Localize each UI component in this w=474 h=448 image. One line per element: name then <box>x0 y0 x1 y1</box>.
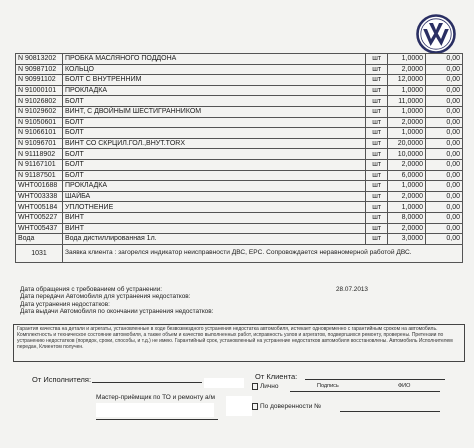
part-sum: 0,00 <box>426 106 463 117</box>
part-unit: шт <box>366 170 388 181</box>
master-signature-line <box>96 419 218 420</box>
part-name: ВИНТ <box>62 212 365 223</box>
table-row <box>16 54 463 65</box>
part-unit: шт <box>366 181 388 192</box>
date-request-value: 28.07.2013 <box>336 286 368 293</box>
table-row <box>16 75 463 86</box>
part-name: БОЛТ С ВНУТРЕННИМ <box>62 75 365 86</box>
part-code: WHT005184 <box>16 202 63 213</box>
redacted-area <box>226 396 252 416</box>
part-name: ПРОКЛАДКА <box>62 181 365 192</box>
table-row <box>16 64 463 75</box>
table-row <box>16 170 463 181</box>
part-code: N 91066101 <box>16 128 63 139</box>
warranty-notice: Гарантия качества на детали и агрегаты, установленные в ходе безвозмездного устранения недостатка автомобиля, истекает одновременно с гарантийным сроком на автомобиль. Комплектность и техническое состояние автомобиля, а также объем и качество выполненных работ, исправность узлов и агрегатов, подвергшихся ремонту, проверены. Претензии по устранению недостатков (порядок, сроки, способы, и т.д.) не имею. Гарантийный срок, установленный на устранение недостатков автомобиля восстановлены. Автомобиль Исполнителем передан, Клиентом получен. <box>13 324 465 362</box>
part-qty: 1,0000 <box>388 54 426 65</box>
proxy-checkbox[interactable] <box>252 403 258 410</box>
part-name: БОЛТ <box>62 128 365 139</box>
redacted-area <box>96 403 214 417</box>
part-qty: 11,0000 <box>388 96 426 107</box>
table-row <box>16 191 463 202</box>
part-qty: 3,0000 <box>388 234 426 245</box>
part-code: N 91187501 <box>16 170 63 181</box>
part-name: БОЛТ <box>62 159 365 170</box>
part-unit: шт <box>366 191 388 202</box>
fio-caption: ФИО <box>398 383 411 389</box>
master-receiver-label: Мастер-приёмщик по ТО и ремонту а/м <box>96 394 215 401</box>
part-qty: 1,0000 <box>388 106 426 117</box>
part-code: N 90813202 <box>16 54 63 65</box>
table-row <box>16 181 463 192</box>
part-unit: шт <box>366 106 388 117</box>
date-fixed-label: Дата устранения недостатков: <box>20 300 110 308</box>
part-unit: шт <box>366 234 388 245</box>
part-sum: 0,00 <box>426 117 463 128</box>
part-code: N 91096701 <box>16 138 63 149</box>
part-qty: 1,0000 <box>388 128 426 139</box>
table-row <box>16 223 463 234</box>
part-code: N 91029602 <box>16 106 63 117</box>
table-row <box>16 202 463 213</box>
part-sum: 0,00 <box>426 85 463 96</box>
part-qty: 2,0000 <box>388 64 426 75</box>
part-code: WHT003338 <box>16 191 63 202</box>
part-qty: 1,0000 <box>388 202 426 213</box>
part-code: N 91000101 <box>16 85 63 96</box>
part-name: ШАЙБА <box>62 191 365 202</box>
part-code: N 90991102 <box>16 75 63 86</box>
date-return-label: Дата выдачи Автомобиля по окончании устранения недостатков: <box>20 307 214 315</box>
part-unit: шт <box>366 138 388 149</box>
proxy-option[interactable] <box>252 403 321 410</box>
part-sum: 0,00 <box>426 159 463 170</box>
part-name: КОЛЬЦО <box>62 64 365 75</box>
part-qty: 1,0000 <box>388 181 426 192</box>
redacted-area <box>204 378 244 388</box>
part-sum: 0,00 <box>426 128 463 139</box>
volkswagen-logo <box>416 14 456 54</box>
part-sum: 0,00 <box>426 223 463 234</box>
part-unit: шт <box>366 159 388 170</box>
part-code: WHT005437 <box>16 223 63 234</box>
table-row <box>16 138 463 149</box>
personally-checkbox[interactable] <box>252 383 258 390</box>
part-unit: шт <box>366 54 388 65</box>
part-name: БОЛТ <box>62 117 365 128</box>
part-code: WHT001688 <box>16 181 63 192</box>
table-row <box>16 96 463 107</box>
part-sum: 0,00 <box>426 202 463 213</box>
part-qty: 12,0000 <box>388 75 426 86</box>
table-row <box>16 159 463 170</box>
claim-code: 1031 <box>16 244 63 262</box>
part-unit: шт <box>366 149 388 160</box>
client-label: От Клиента: <box>255 372 298 381</box>
part-qty: 20,0000 <box>388 138 426 149</box>
table-row <box>16 128 463 139</box>
part-code: N 91026802 <box>16 96 63 107</box>
part-name: БОЛТ <box>62 149 365 160</box>
date-request-label: Дата обращения с требованием об устранении: <box>20 286 163 293</box>
part-unit: шт <box>366 128 388 139</box>
part-sum: 0,00 <box>426 96 463 107</box>
part-code: WHT005227 <box>16 212 63 223</box>
part-sum: 0,00 <box>426 75 463 86</box>
part-name: ВИНТ <box>62 223 365 234</box>
part-name: БОЛТ <box>62 96 365 107</box>
table-row <box>16 234 463 245</box>
part-name: ПРОБКА МАСЛЯНОГО ПОДДОНА <box>62 54 365 65</box>
part-qty: 8,0000 <box>388 212 426 223</box>
part-sum: 0,00 <box>426 138 463 149</box>
part-code: N 91118902 <box>16 149 63 160</box>
proxy-label: По доверенности № <box>260 403 322 411</box>
executor-label: От Исполнителя: <box>32 375 92 384</box>
personally-line <box>290 391 440 392</box>
part-unit: шт <box>366 212 388 223</box>
part-sum: 0,00 <box>426 191 463 202</box>
parts-table <box>15 53 463 263</box>
part-sum: 0,00 <box>426 54 463 65</box>
part-qty: 2,0000 <box>388 117 426 128</box>
signature-caption: Подпись <box>317 383 339 389</box>
part-unit: шт <box>366 117 388 128</box>
part-sum: 0,00 <box>426 170 463 181</box>
part-code: N 91167101 <box>16 159 63 170</box>
claim-text: Заявка клиента : загорелся индикатор неисправности ДВС, EPC. Сопровождается неравномерной работой ДВС. <box>62 244 462 262</box>
table-row <box>16 149 463 160</box>
part-unit: шт <box>366 202 388 213</box>
part-name: ВИНТ СО СКРЦИЛ.ГОЛ.,ВНУТ.TORX <box>62 138 365 149</box>
part-code: N 91050601 <box>16 117 63 128</box>
part-qty: 2,0000 <box>388 159 426 170</box>
part-code: N 90987102 <box>16 64 63 75</box>
part-name: ВИНТ, С ДВОЙНЫМ ШЕСТИГРАННИКОМ <box>62 106 365 117</box>
client-signature-line <box>305 379 445 380</box>
part-sum: 0,00 <box>426 234 463 245</box>
part-qty: 1,0000 <box>388 85 426 96</box>
table-row <box>16 117 463 128</box>
part-unit: шт <box>366 96 388 107</box>
personally-option[interactable] <box>252 383 279 390</box>
part-unit: шт <box>366 85 388 96</box>
part-qty: 2,0000 <box>388 191 426 202</box>
part-unit: шт <box>366 64 388 75</box>
dates-block <box>20 286 360 315</box>
part-qty: 6,0000 <box>388 170 426 181</box>
table-row <box>16 85 463 96</box>
claim-row <box>16 244 463 262</box>
part-name: УПЛОТНЕНИЕ <box>62 202 365 213</box>
proxy-number-line <box>340 411 440 412</box>
part-sum: 0,00 <box>426 64 463 75</box>
personally-label: Лично <box>260 383 279 391</box>
part-sum: 0,00 <box>426 212 463 223</box>
executor-signature-line <box>92 382 202 383</box>
date-transfer-label: Дата передачи Автомобиля для устранения недостатков: <box>20 293 191 301</box>
part-qty: 10,0000 <box>388 149 426 160</box>
part-code: Вода <box>16 234 63 245</box>
part-qty: 2,0000 <box>388 223 426 234</box>
part-unit: шт <box>366 223 388 234</box>
part-unit: шт <box>366 75 388 86</box>
part-name: ПРОКЛАДКА <box>62 85 365 96</box>
part-sum: 0,00 <box>426 149 463 160</box>
table-row <box>16 212 463 223</box>
part-name: Вода дистиллированная 1л. <box>62 234 365 245</box>
table-row <box>16 106 463 117</box>
parts-table-body <box>16 54 463 263</box>
part-sum: 0,00 <box>426 181 463 192</box>
part-name: БОЛТ <box>62 170 365 181</box>
